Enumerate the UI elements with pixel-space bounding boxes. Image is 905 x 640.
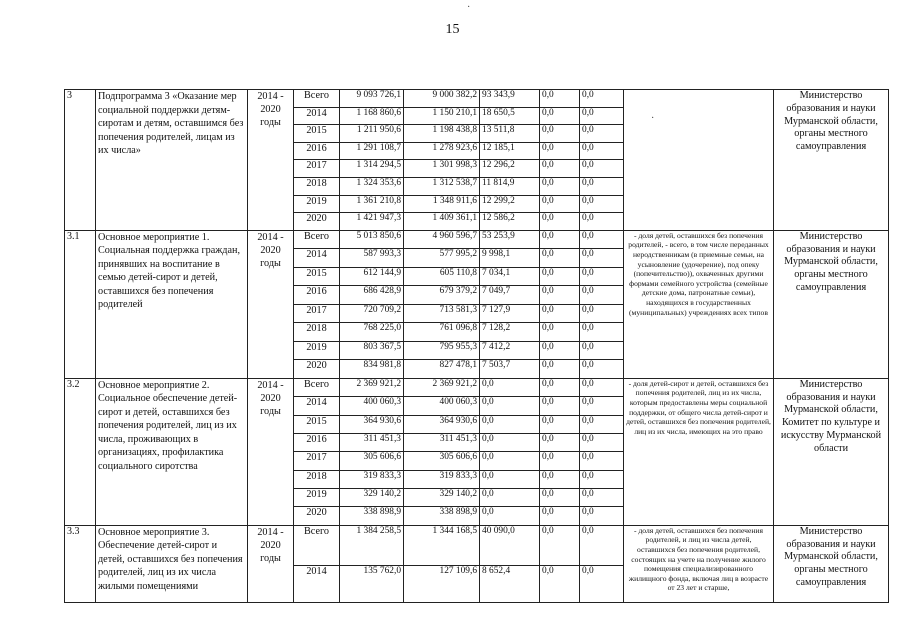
total-cell: 720 709,2: [340, 304, 404, 323]
year-cell: 2019: [294, 195, 340, 213]
total-cell: 803 367,5: [340, 341, 404, 360]
total-cell: 587 993,3: [340, 249, 404, 268]
regional-budget-cell: 364 930,6: [404, 415, 480, 433]
regional-budget-cell: 761 096,8: [404, 323, 480, 342]
federal-budget-cell: 12 586,2: [480, 213, 540, 231]
executor: Министерство образования и науки Мурманской области, Комитет по культуре и искусству Мурманской области: [774, 378, 889, 525]
federal-budget-cell: 0,0: [480, 378, 540, 396]
year-cell: Всего: [294, 378, 340, 396]
total-cell: 768 225,0: [340, 323, 404, 342]
other-sources-cell: 0,0: [580, 304, 624, 323]
total-cell: 1 168 860,6: [340, 107, 404, 125]
year-cell: 2018: [294, 323, 340, 342]
federal-budget-cell: 0,0: [480, 507, 540, 525]
local-budget-cell: 0,0: [540, 525, 580, 565]
local-budget-cell: 0,0: [540, 433, 580, 451]
year-cell: Всего: [294, 90, 340, 108]
federal-budget-cell: 12 185,1: [480, 142, 540, 160]
local-budget-cell: 0,0: [540, 489, 580, 507]
indicator: - доля детей, оставшихся без попечения родителей, и лиц из числа детей, оставшихся без попечения родителей, состоящих на учете на получение жилого помещения специализированного жилищного фонда, включая лиц в возрасте от 23 лет и старше,: [624, 525, 774, 602]
regional-budget-cell: 1 312 538,7: [404, 177, 480, 195]
federal-budget-cell: 12 299,2: [480, 195, 540, 213]
total-cell: 311 451,3: [340, 433, 404, 451]
period: 2014 - 2020 годы: [248, 378, 294, 525]
row-number: 3: [65, 90, 96, 231]
local-budget-cell: 0,0: [540, 565, 580, 602]
measure-name: Основное мероприятие 2. Социальное обеспечение детей-сирот и детей, оставшихся без попечения родителей, лиц из их числа, проживающих в организациях, профилактика социального сиротства: [96, 378, 248, 525]
federal-budget-cell: 13 511,8: [480, 125, 540, 143]
local-budget-cell: 0,0: [540, 249, 580, 268]
other-sources-cell: 0,0: [580, 107, 624, 125]
regional-budget-cell: 577 995,2: [404, 249, 480, 268]
local-budget-cell: 0,0: [540, 213, 580, 231]
local-budget-cell: 0,0: [540, 397, 580, 415]
year-cell: 2016: [294, 433, 340, 451]
period: 2014 - 2020 годы: [248, 525, 294, 602]
scan-artifact: ·: [651, 113, 655, 124]
year-cell: 2019: [294, 341, 340, 360]
year-cell: 2015: [294, 267, 340, 286]
local-budget-cell: 0,0: [540, 470, 580, 488]
federal-budget-cell: 0,0: [480, 433, 540, 451]
year-cell: 2017: [294, 452, 340, 470]
total-cell: 834 981,8: [340, 360, 404, 379]
other-sources-cell: 0,0: [580, 286, 624, 305]
total-cell: 338 898,9: [340, 507, 404, 525]
local-budget-cell: 0,0: [540, 267, 580, 286]
other-sources-cell: 0,0: [580, 160, 624, 178]
year-cell: 2014: [294, 107, 340, 125]
other-sources-cell: 0,0: [580, 378, 624, 396]
local-budget-cell: 0,0: [540, 323, 580, 342]
local-budget-cell: 0,0: [540, 452, 580, 470]
regional-budget-cell: 311 451,3: [404, 433, 480, 451]
other-sources-cell: 0,0: [580, 452, 624, 470]
regional-budget-cell: 305 606,6: [404, 452, 480, 470]
other-sources-cell: 0,0: [580, 90, 624, 108]
year-cell: 2014: [294, 249, 340, 268]
other-sources-cell: 0,0: [580, 489, 624, 507]
program-table: [64, 89, 889, 603]
row-number: 3.3: [65, 525, 96, 602]
federal-budget-cell: 7 049,7: [480, 286, 540, 305]
local-budget-cell: 0,0: [540, 195, 580, 213]
regional-budget-cell: 1 344 168,5: [404, 525, 480, 565]
year-cell: 2015: [294, 415, 340, 433]
federal-budget-cell: 0,0: [480, 470, 540, 488]
total-cell: 1 291 108,7: [340, 142, 404, 160]
regional-budget-cell: 1 348 911,6: [404, 195, 480, 213]
measure-name: Основное мероприятие 3. Обеспечение детей-сирот и детей, оставшихся без попечения родителей, лиц из их числа жилыми помещениями: [96, 525, 248, 602]
period: 2014 - 2020 годы: [248, 90, 294, 231]
year-cell: 2020: [294, 360, 340, 379]
year-cell: 2014: [294, 397, 340, 415]
other-sources-cell: 0,0: [580, 470, 624, 488]
federal-budget-cell: 11 814,9: [480, 177, 540, 195]
total-cell: 2 369 921,2: [340, 378, 404, 396]
year-cell: 2017: [294, 160, 340, 178]
local-budget-cell: 0,0: [540, 415, 580, 433]
total-cell: 319 833,3: [340, 470, 404, 488]
regional-budget-cell: 679 379,2: [404, 286, 480, 305]
table-row: [65, 378, 889, 396]
total-cell: 135 762,0: [340, 565, 404, 602]
local-budget-cell: 0,0: [540, 107, 580, 125]
regional-budget-cell: 1 409 361,1: [404, 213, 480, 231]
regional-budget-cell: 4 960 596,7: [404, 230, 480, 249]
local-budget-cell: 0,0: [540, 286, 580, 305]
regional-budget-cell: 1 301 998,3: [404, 160, 480, 178]
year-cell: 2014: [294, 565, 340, 602]
local-budget-cell: 0,0: [540, 90, 580, 108]
federal-budget-cell: 7 034,1: [480, 267, 540, 286]
local-budget-cell: 0,0: [540, 378, 580, 396]
regional-budget-cell: 605 110,8: [404, 267, 480, 286]
year-cell: 2015: [294, 125, 340, 143]
other-sources-cell: 0,0: [580, 177, 624, 195]
regional-budget-cell: 9 000 382,2: [404, 90, 480, 108]
other-sources-cell: 0,0: [580, 230, 624, 249]
total-cell: 1 421 947,3: [340, 213, 404, 231]
executor: Министерство образования и науки Мурманской области, органы местного самоуправления: [774, 230, 889, 378]
total-cell: 364 930,6: [340, 415, 404, 433]
year-cell: Всего: [294, 230, 340, 249]
year-cell: 2018: [294, 470, 340, 488]
executor: Министерство образования и науки Мурманской области, органы местного самоуправления: [774, 90, 889, 231]
regional-budget-cell: 338 898,9: [404, 507, 480, 525]
local-budget-cell: 0,0: [540, 341, 580, 360]
year-cell: 2019: [294, 489, 340, 507]
federal-budget-cell: 7 503,7: [480, 360, 540, 379]
other-sources-cell: 0,0: [580, 249, 624, 268]
other-sources-cell: 0,0: [580, 267, 624, 286]
total-cell: 1 324 353,6: [340, 177, 404, 195]
other-sources-cell: 0,0: [580, 433, 624, 451]
total-cell: 9 093 726,1: [340, 90, 404, 108]
local-budget-cell: 0,0: [540, 142, 580, 160]
federal-budget-cell: 93 343,9: [480, 90, 540, 108]
federal-budget-cell: 7 412,2: [480, 341, 540, 360]
other-sources-cell: 0,0: [580, 507, 624, 525]
total-cell: 686 428,9: [340, 286, 404, 305]
total-cell: 5 013 850,6: [340, 230, 404, 249]
table-row: [65, 90, 889, 108]
federal-budget-cell: 18 650,5: [480, 107, 540, 125]
other-sources-cell: 0,0: [580, 125, 624, 143]
regional-budget-cell: 827 478,1: [404, 360, 480, 379]
federal-budget-cell: 0,0: [480, 489, 540, 507]
row-number: 3.2: [65, 378, 96, 525]
regional-budget-cell: 329 140,2: [404, 489, 480, 507]
regional-budget-cell: 1 278 923,6: [404, 142, 480, 160]
total-cell: 1 314 294,5: [340, 160, 404, 178]
total-cell: 329 140,2: [340, 489, 404, 507]
indicator: [624, 90, 774, 231]
regional-budget-cell: 400 060,3: [404, 397, 480, 415]
federal-budget-cell: 7 128,2: [480, 323, 540, 342]
other-sources-cell: 0,0: [580, 565, 624, 602]
executor: Министерство образования и науки Мурманской области, органы местного самоуправления: [774, 525, 889, 602]
other-sources-cell: 0,0: [580, 142, 624, 160]
federal-budget-cell: 53 253,9: [480, 230, 540, 249]
other-sources-cell: 0,0: [580, 415, 624, 433]
total-cell: 1 211 950,6: [340, 125, 404, 143]
total-cell: 305 606,6: [340, 452, 404, 470]
regional-budget-cell: 795 955,3: [404, 341, 480, 360]
other-sources-cell: 0,0: [580, 360, 624, 379]
regional-budget-cell: 1 150 210,1: [404, 107, 480, 125]
regional-budget-cell: 319 833,3: [404, 470, 480, 488]
year-cell: 2018: [294, 177, 340, 195]
regional-budget-cell: 713 581,3: [404, 304, 480, 323]
local-budget-cell: 0,0: [540, 160, 580, 178]
other-sources-cell: 0,0: [580, 213, 624, 231]
total-cell: 1 384 258,5: [340, 525, 404, 565]
other-sources-cell: 0,0: [580, 195, 624, 213]
period: 2014 - 2020 годы: [248, 230, 294, 378]
other-sources-cell: 0,0: [580, 525, 624, 565]
other-sources-cell: 0,0: [580, 397, 624, 415]
measure-name: Подпрограмма 3 «Оказание мер социальной поддержки детям-сиротам и детям, оставшимся без попечения родителей, лицам из их числа»: [96, 90, 248, 231]
total-cell: 612 144,9: [340, 267, 404, 286]
federal-budget-cell: 0,0: [480, 452, 540, 470]
year-cell: 2016: [294, 142, 340, 160]
regional-budget-cell: 127 109,6: [404, 565, 480, 602]
local-budget-cell: 0,0: [540, 177, 580, 195]
table-row: [65, 525, 889, 565]
federal-budget-cell: 0,0: [480, 397, 540, 415]
year-cell: 2020: [294, 507, 340, 525]
other-sources-cell: 0,0: [580, 323, 624, 342]
local-budget-cell: 0,0: [540, 230, 580, 249]
total-cell: 400 060,3: [340, 397, 404, 415]
local-budget-cell: 0,0: [540, 507, 580, 525]
scan-artifact: ·: [467, 2, 471, 13]
indicator: - доля детей-сирот и детей, оставшихся без попечения родителей, лиц из их числа, которым предоставлены меры социальной поддержки, от общего числа детей-сирот и детей, оставшихся без попечения родителей, лиц из их числа, имеющих на это право: [624, 378, 774, 525]
local-budget-cell: 0,0: [540, 304, 580, 323]
other-sources-cell: 0,0: [580, 341, 624, 360]
local-budget-cell: 0,0: [540, 125, 580, 143]
year-cell: 2016: [294, 286, 340, 305]
total-cell: 1 361 210,8: [340, 195, 404, 213]
year-cell: 2020: [294, 213, 340, 231]
year-cell: 2017: [294, 304, 340, 323]
measure-name: Основное мероприятие 1. Социальная поддержка граждан, принявших на воспитание в семью детей-сирот и детей, оставшихся без попечения родителей: [96, 230, 248, 378]
federal-budget-cell: 12 296,2: [480, 160, 540, 178]
table-row: [65, 230, 889, 249]
year-cell: Всего: [294, 525, 340, 565]
row-number: 3.1: [65, 230, 96, 378]
regional-budget-cell: 2 369 921,2: [404, 378, 480, 396]
indicator: - доля детей, оставшихся без попечения родителей, - всего, в том числе переданных неродственникам (в приемные семьи, на усыновление (удочерение), под опеку (попечительство)), охваченных другими формами семейного устройства (семейные детские дома, патронатные семьи), находящихся в государственных (муниципальных) учреждениях всех типов: [624, 230, 774, 378]
federal-budget-cell: 7 127,9: [480, 304, 540, 323]
local-budget-cell: 0,0: [540, 360, 580, 379]
federal-budget-cell: 8 652,4: [480, 565, 540, 602]
federal-budget-cell: 0,0: [480, 415, 540, 433]
regional-budget-cell: 1 198 438,8: [404, 125, 480, 143]
federal-budget-cell: 9 998,1: [480, 249, 540, 268]
page-number: 15: [445, 22, 460, 37]
federal-budget-cell: 40 090,0: [480, 525, 540, 565]
